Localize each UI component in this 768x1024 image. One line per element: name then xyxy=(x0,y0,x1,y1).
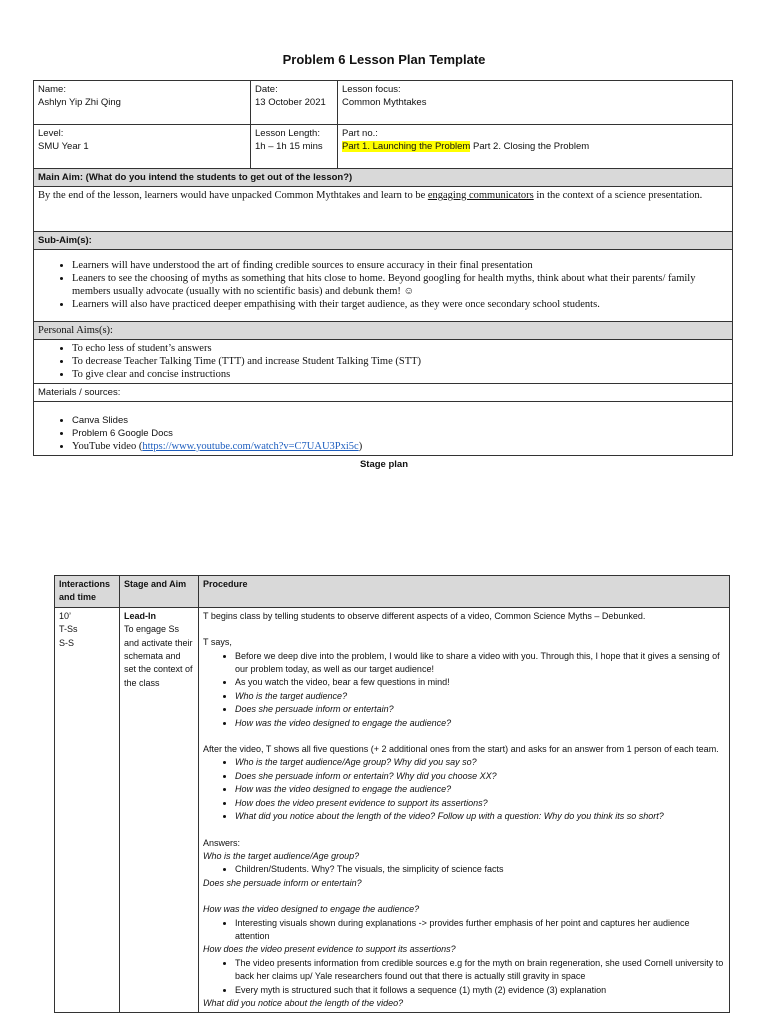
name-label: Name: xyxy=(38,84,66,95)
length-cell xyxy=(251,125,338,169)
header-procedure: Procedure xyxy=(199,576,730,608)
list-item xyxy=(72,440,728,453)
stage-plan-table xyxy=(54,575,730,1013)
personal-aims-cell xyxy=(34,340,733,384)
length-value: 1h – 1h 15 mins xyxy=(255,141,323,152)
info-row-1 xyxy=(34,81,733,125)
personal-aims-label: Personal Aims(s): xyxy=(34,322,733,340)
list-item: • To echo less of student’s answers xyxy=(72,342,728,355)
list-item: • Canva Slides xyxy=(72,414,728,427)
answer-question-3: How was the video designed to engage the audience? xyxy=(203,904,420,915)
teacher-script-list xyxy=(203,650,725,730)
list-item: • Who is the target audience/Age group? Why did you say so? xyxy=(235,756,725,769)
part-2: Part 2. Closing the Problem xyxy=(470,141,590,152)
materials-label: Materials / sources: xyxy=(34,384,733,402)
list-item: • Who is the target audience? xyxy=(235,690,725,703)
part-cell xyxy=(338,125,733,169)
materials-header-row xyxy=(34,384,733,402)
main-aim-row xyxy=(34,187,733,232)
header-interactions: Interactions and time xyxy=(55,576,120,608)
list-item: • How was the video designed to engage the audience? xyxy=(235,783,725,796)
answer-list-4 xyxy=(203,957,725,997)
plan-row xyxy=(55,607,730,1013)
questions-list xyxy=(203,756,725,823)
level-label: Level: xyxy=(38,128,64,139)
focus-label: Lesson focus: xyxy=(342,84,401,95)
name-value: Ashlyn Yip Zhi Qing xyxy=(38,97,121,108)
answer-list-3 xyxy=(203,917,725,944)
list-item: • Every myth is structured such that it follows a sequence (1) myth (2) evidence (3) explanation xyxy=(235,984,725,997)
stage-title: Lead-In xyxy=(124,610,157,621)
stage-plan-heading: Stage plan xyxy=(359,459,409,470)
length-label: Lesson Length: xyxy=(255,128,320,139)
youtube-link[interactable]: https://www.youtube.com/watch?v=C7UAU3Pxi5c xyxy=(142,441,359,452)
lesson-info-table xyxy=(33,80,733,456)
list-item: • As you watch the video, bear a few questions in mind! xyxy=(235,676,725,689)
personal-aims-list xyxy=(38,342,728,381)
list-item: • To give clear and concise instructions xyxy=(72,368,728,381)
teacher-says: T says, xyxy=(203,637,232,648)
stage-cell xyxy=(120,607,199,1013)
list-item: • How was the video designed to engage the audience? xyxy=(235,717,725,730)
answer-question-5: What did you notice about the length of the video? xyxy=(203,997,404,1008)
list-item: • Leaners to see the choosing of myths as something that hits close to home. Beyond googling for health myths, think about what their parents/ family members usually advocate (usually with no scientific basis) and debunk them! ☺ xyxy=(72,272,728,298)
document-title: Problem 6 Lesson Plan Template xyxy=(282,52,486,67)
main-aim-underlined: engaging communicators xyxy=(427,190,534,201)
list-item: • Problem 6 Google Docs xyxy=(72,427,728,440)
personal-aims-row xyxy=(34,340,733,384)
procedure-cell xyxy=(199,607,730,1013)
sub-aims-row xyxy=(34,250,733,322)
plan-header-row xyxy=(55,576,730,608)
focus-cell xyxy=(338,81,733,125)
interaction-cell xyxy=(55,607,120,1013)
level-cell xyxy=(34,125,251,169)
personal-aims-header-row xyxy=(34,322,733,340)
sub-aims-header-row xyxy=(34,232,733,250)
answer-question-4: How does the video present evidence to support its assertions? xyxy=(203,944,456,955)
list-item: • The video presents information from credible sources e.g for the myth on brain regeneration, she used Cornell university to back her claims up/ Yale researchers found out that there is actually still gravity in space xyxy=(235,957,725,984)
list-item: • Interesting visuals shown during explanations -> provides further emphasis of her point and captures her audience attention xyxy=(235,917,725,944)
list-item: • How does the video present evidence to support its assertions? xyxy=(235,797,725,810)
interaction-2: S-S xyxy=(59,637,75,648)
materials-row xyxy=(34,402,733,456)
time-value: 10’ xyxy=(59,610,72,621)
main-aim-header-row xyxy=(34,169,733,187)
focus-value: Common Mythtakes xyxy=(342,97,427,108)
main-aim-label: Main Aim: (What do you intend the students to get out of the lesson?) xyxy=(34,169,733,187)
date-cell xyxy=(251,81,338,125)
date-label: Date: xyxy=(255,84,278,95)
sub-aims-list xyxy=(38,259,728,311)
main-aim-text xyxy=(34,187,733,232)
answer-list-1 xyxy=(203,863,725,876)
stage-aim: To engage Ss and activate their schemata and set the context of the class xyxy=(124,624,193,688)
list-item: • Before we deep dive into the problem, I would like to share a video with you. Through this, I hope that it gives a sensing of our problem today, as well as our target audience! xyxy=(235,650,725,677)
list-item: • Learners will also have practiced deeper empathising with their target audience, as they were once secondary school students. xyxy=(72,298,728,311)
youtube-close: ) xyxy=(358,441,363,452)
answer-question-2: Does she persuade inform or entertain? xyxy=(203,877,362,888)
list-item: • To decrease Teacher Talking Time (TTT) and increase Student Talking Time (STT) xyxy=(72,355,728,368)
after-video-text: After the video, T shows all five questions (+ 2 additional ones from the start) and asks for an answer from 1 person of each team. xyxy=(203,744,719,755)
date-value: 13 October 2021 xyxy=(255,97,326,108)
part-label: Part no.: xyxy=(342,128,378,139)
list-item: • Does she persuade inform or entertain? xyxy=(235,703,725,716)
procedure-intro: T begins class by telling students to observe different aspects of a video, Common Science Myths – Debunked. xyxy=(203,610,646,621)
list-item: • Learners will have understood the art of finding credible sources to ensure accuracy in their final presentation xyxy=(72,259,728,272)
list-item: • Children/Students. Why? The visuals, the simplicity of science facts xyxy=(235,863,725,876)
sub-aims-cell xyxy=(34,250,733,322)
list-item: • Does she persuade inform or entertain? Why did you choose XX? xyxy=(235,770,725,783)
info-row-2 xyxy=(34,125,733,169)
answers-label: Answers: xyxy=(203,837,241,848)
interaction-1: T-Ss xyxy=(59,624,78,635)
header-stage: Stage and Aim xyxy=(120,576,199,608)
name-cell xyxy=(34,81,251,125)
materials-cell xyxy=(34,402,733,456)
list-item: • What did you notice about the length of the video? Follow up with a question: Why do you think its so short? xyxy=(235,810,725,823)
level-value: SMU Year 1 xyxy=(38,141,89,152)
part-1-highlighted: Part 1. Launching the Problem xyxy=(342,141,471,152)
main-aim-text-end: in the context of a science presentation. xyxy=(533,190,703,201)
materials-list xyxy=(38,414,728,453)
youtube-label: YouTube video ( xyxy=(72,441,143,452)
sub-aims-label: Sub-Aim(s): xyxy=(34,232,733,250)
answer-question-1: Who is the target audience/Age group? xyxy=(203,850,360,861)
main-aim-text-start: By the end of the lesson, learners would have unpacked Common Mythtakes and learn to be xyxy=(38,190,428,201)
